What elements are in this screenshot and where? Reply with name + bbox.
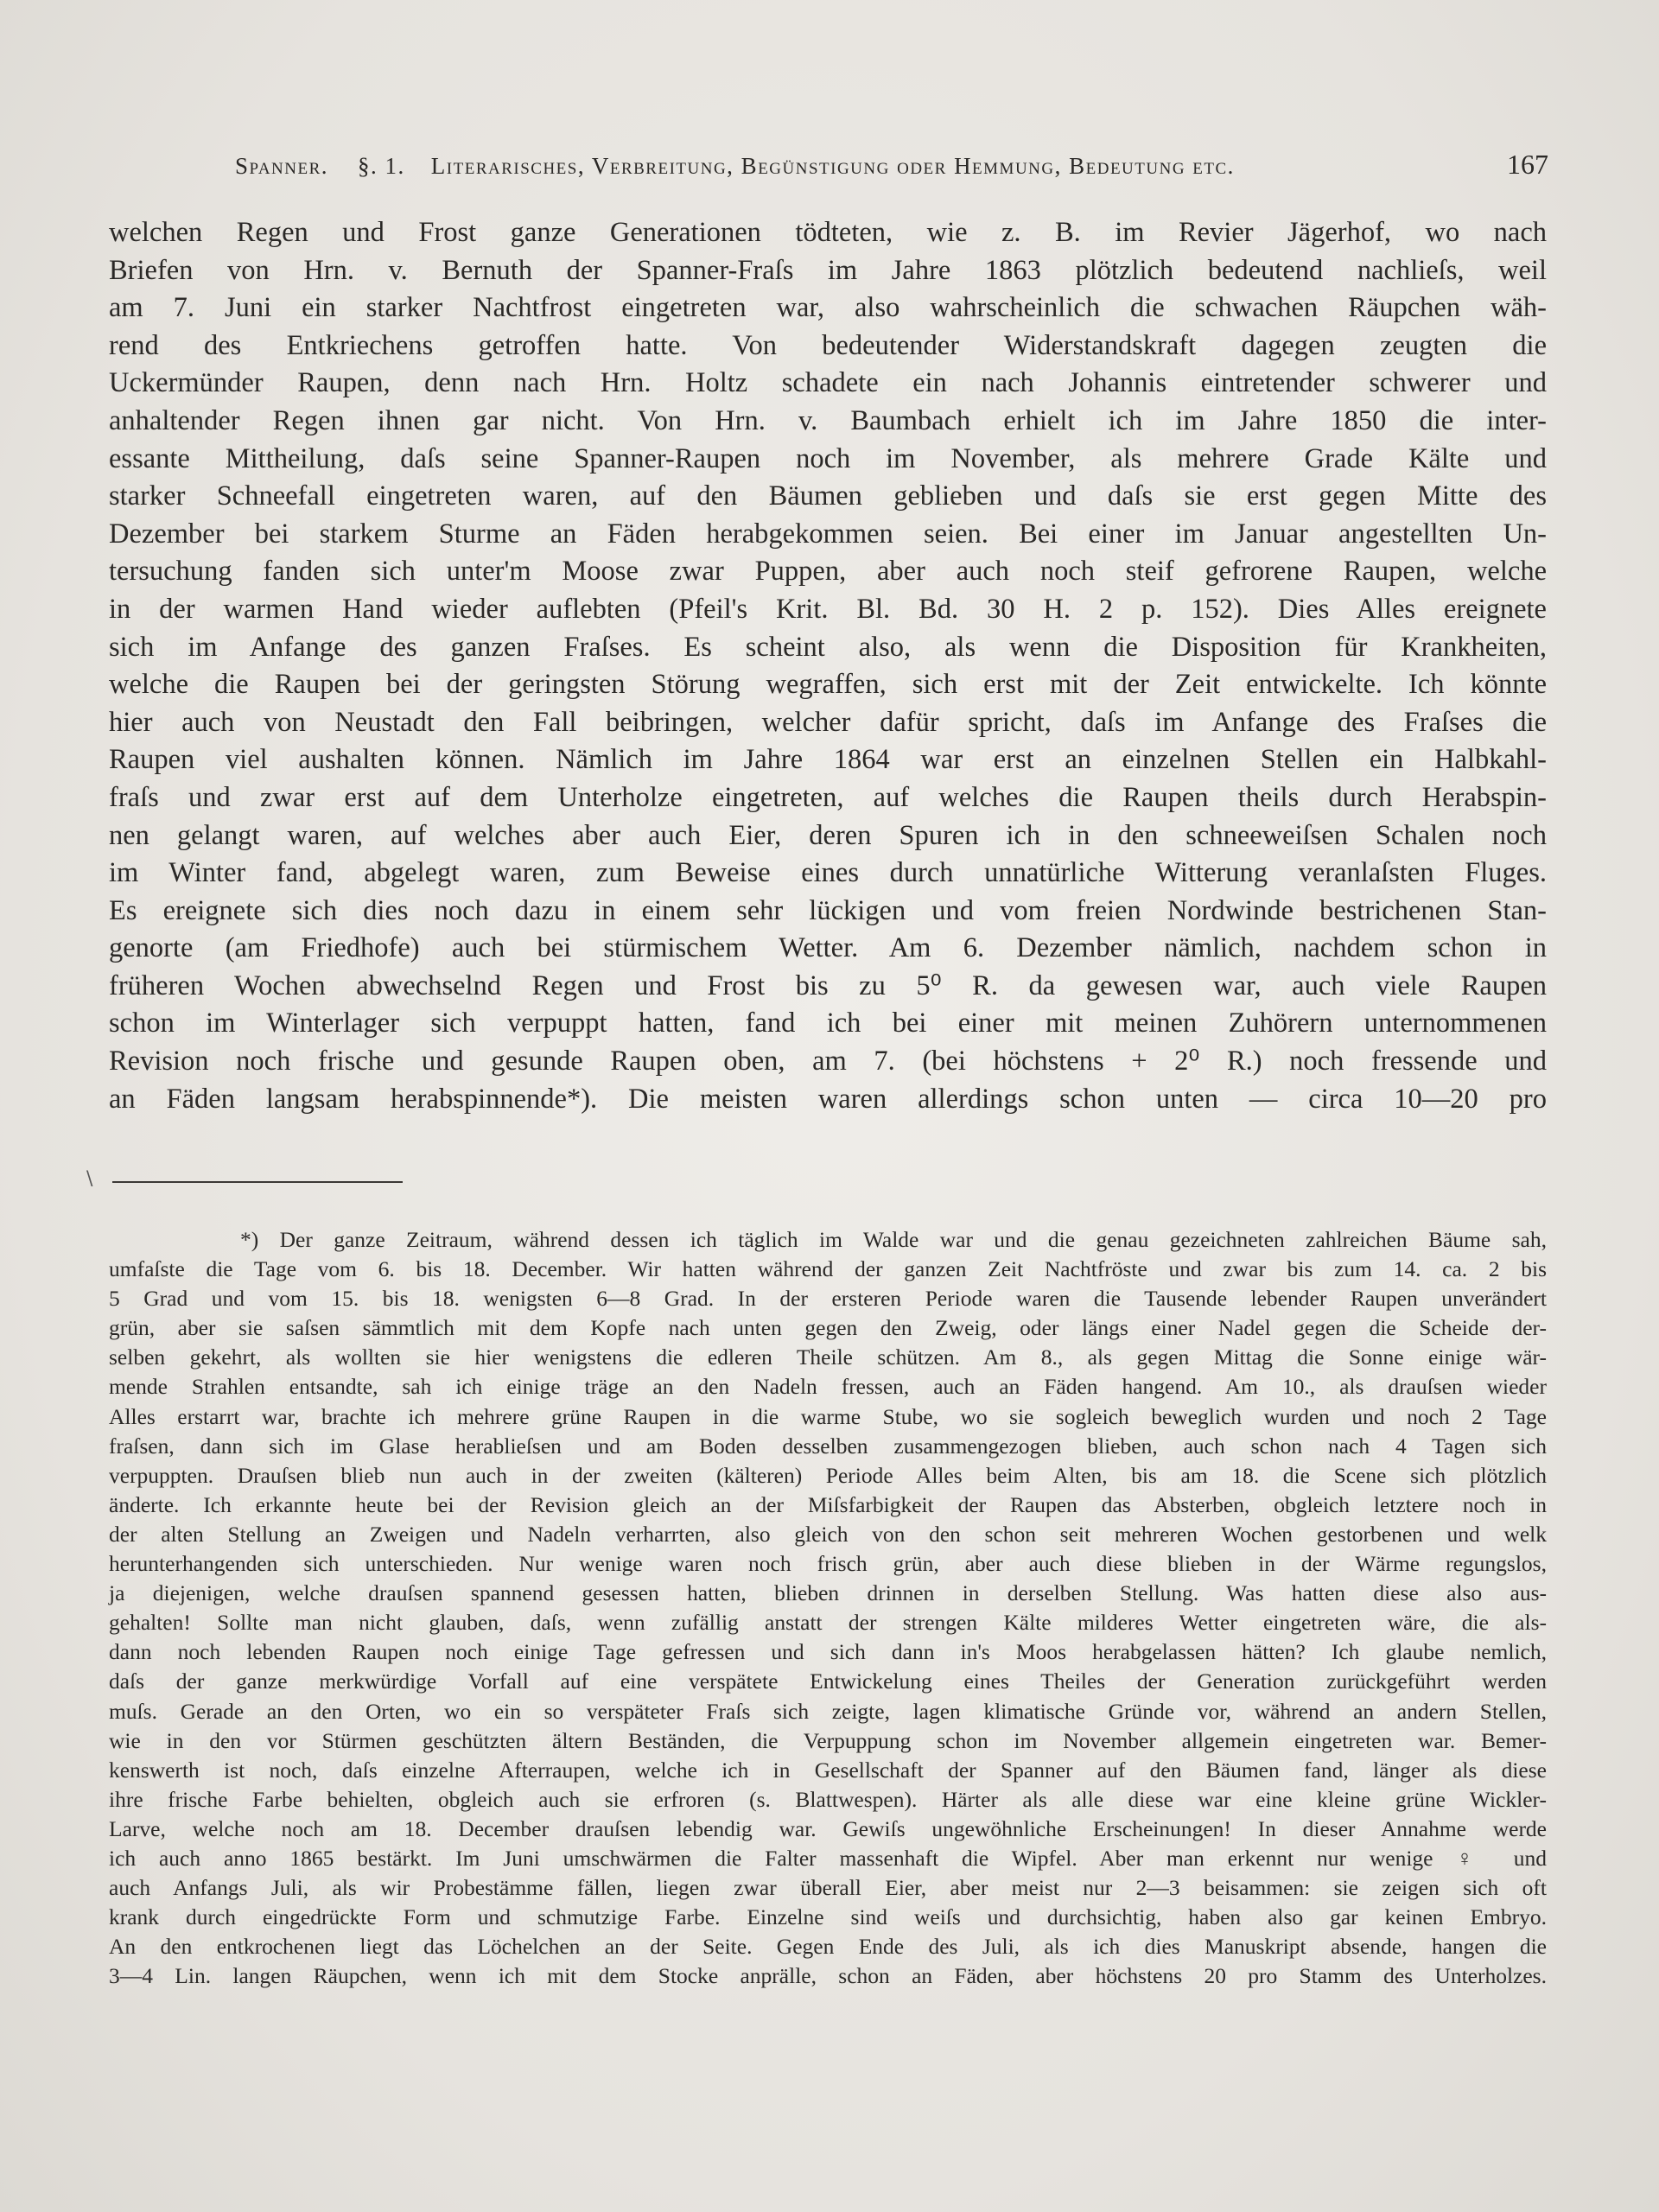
text-line: an Fäden langsam herabspinnende*). Die meisten waren allerdings schon unten — circa 10—20 pro: [109, 1083, 1547, 1115]
footnote-line: daſs der ganze merkwürdige Vorfall auf eine verspätete Entwickelung eines Theiles der Generation zurückgeführt werden: [109, 1669, 1547, 1694]
footnote-line: Alles erstarrt war, brachte ich mehrere grüne Raupen in die warme Stube, wo sie sogleich beweglich wurden und noch 2 Tage: [109, 1403, 1547, 1429]
text-line: rend des Entkriechens getroffen hatte. Von bedeutender Widerstandskraft dagegen zeugten die: [109, 329, 1547, 361]
footnote-line: selben gekehrt, als wollten sie hier wenigstens die edleren Theile schützen. Am 8., als gegen Mittag die Sonne einige wär-: [109, 1344, 1547, 1370]
text-line: im Winter fand, abgelegt waren, zum Beweise eines durch unnatürliche Witterung veranlaſsten Fluges.: [109, 857, 1547, 889]
text-line: sich im Anfange des ganzen Fraſses. Es scheint also, als wenn die Disposition für Krankheiten,: [109, 631, 1547, 663]
footnote-line: Larve, welche noch am 18. December drauſsen lebendig war. Gewiſs ungewöhnliche Erscheinungen! In dieser Annahme werde: [109, 1815, 1547, 1841]
text-line: welche die Raupen bei der geringsten Störung wegraffen, sich erst mit der Zeit entwickelte. Ich könnte: [109, 669, 1547, 701]
footnote-line: dann noch lebenden Raupen noch einige Tage gefressen und sich dann in's Moos herabgelassen hätten? Ich glaube nemlich,: [109, 1639, 1547, 1665]
text-line: am 7. Juni ein starker Nachtfrost eingetreten war, also wahrscheinlich die schwachen Räupchen wäh-: [109, 292, 1547, 324]
text-line: hier auch von Neustadt den Fall beibringen, welcher dafür spricht, daſs im Anfange des Fraſses die: [109, 706, 1547, 738]
running-head-chapter: Spanner.: [235, 153, 329, 179]
text-line: Es ereignete sich dies noch dazu in einem sehr lückigen und vom freien Nordwinde bestrichenen Stan-: [109, 894, 1547, 926]
text-line: schon im Winterlager sich verpuppt hatten, fand ich bei einer mit meinen Zuhörern unternommenen: [109, 1007, 1547, 1039]
footnote: [109, 1225, 1547, 1991]
text-line: in der warmen Hand wieder auflebten (Pfeil's Krit. Bl. Bd. 30 H. 2 p. 152). Dies Alles ereignete: [109, 593, 1547, 625]
footnote-separator: [112, 1181, 403, 1183]
footnote-line: 3—4 Lin. langen Räupchen, wenn ich mit dem Stocke anprälle, schon an Fäden, aber höchstens 20 pro Stamm des Unterholzes.: [109, 1963, 1547, 1989]
footnote-line: verpuppten. Drauſsen blieb nun auch in der zweiten (kälteren) Periode Alles beim Alten, bis am 18. die Scene sich plötzlich: [109, 1462, 1547, 1488]
footnote-line: auch Anfangs Juli, als wir Probestämme fällen, liegen zwar überall Eier, aber meist nur 2—3 beisammen: sie zeigen sich oft: [109, 1875, 1547, 1901]
running-head-section: §. 1.: [358, 153, 405, 179]
text-line: früheren Wochen abwechselnd Regen und Frost bis zu 5⁰ R. da gewesen war, auch viele Raupen: [109, 969, 1547, 1001]
footnote-line: wie in den vor Stürmen geschützten ältern Beständen, die Verpuppung schon im November allgemein eingetreten war. Bemer-: [109, 1727, 1547, 1753]
main-text: [109, 214, 1547, 1118]
footnote-line: krank durch eingedrückte Form und schmutzige Farbe. Einzelne sind weiſs und durchsichtig, haben also gar keinen Embryo.: [109, 1904, 1547, 1930]
page-number: 167: [1507, 149, 1548, 180]
text-line: Uckermünder Raupen, denn nach Hrn. Holtz schadete ein nach Johannis eintretender schwerer und: [109, 367, 1547, 399]
footnote-line: ja diejenigen, welche drauſsen spannend gesessen hatten, blieben drinnen in derselben Stellung. Was hatten diese also aus-: [109, 1580, 1547, 1606]
footnote-line: ihre frische Farbe behielten, obgleich auch sie erfroren (s. Blattwespen). Härter als alle diese war eine kleine grüne Wickler-: [109, 1786, 1547, 1812]
text-line: Briefen von Hrn. v. Bernuth der Spanner-Fraſs im Jahre 1863 plötzlich bedeutend nachlieſs, weil: [109, 254, 1547, 286]
text-line: fraſs und zwar erst auf dem Unterholze eingetreten, auf welches die Raupen theils durch Herabspin-: [109, 781, 1547, 813]
footnote-line: ich auch anno 1865 bestärkt. Im Juni umschwärmen die Falter massenhaft die Wipfel. Aber man erkennt nur wenige ♀ und: [109, 1845, 1547, 1871]
running-head: [235, 149, 1548, 183]
text-line: genorte (am Friedhofe) auch bei stürmischem Wetter. Am 6. Dezember nämlich, nachdem schon in: [109, 932, 1547, 964]
running-head-title: Literarisches, Verbreitung, Begünstigung oder Hemmung, Bedeutung etc.: [430, 153, 1235, 179]
footnote-line: mende Strahlen entsandte, sah ich einige träge an den Nadeln fressen, auch an Fäden hangend. Am 10., als drauſsen wieder: [109, 1374, 1547, 1400]
footnote-line: kenswerth ist noch, daſs einzelne Afterraupen, welche ich in Gesellschaft der Spanner auf den Bäumen fand, länger als diese: [109, 1757, 1547, 1783]
text-line: essante Mittheilung, daſs seine Spanner-Raupen noch im November, als mehrere Grade Kälte und: [109, 442, 1547, 474]
footnote-line: 5 Grad und vom 15. bis 18. wenigsten 6—8 Grad. In der ersteren Periode waren die Tausende lebender Raupen unverändert: [109, 1286, 1547, 1312]
text-line: tersuchung fanden sich unter'm Moose zwar Puppen, aber auch noch steif gefrorene Raupen, welche: [109, 556, 1547, 588]
text-line: welchen Regen und Frost ganze Generationen tödteten, wie z. B. im Revier Jägerhof, wo nach: [109, 217, 1547, 248]
footnote-line: umfaſste die Tage vom 6. bis 18. December. Wir hatten während der ganzen Zeit Nachtfröste und zwar bis zum 14. ca. 2 bis: [109, 1256, 1547, 1282]
footnote-line: An den entkrochenen liegt das Löchelchen an der Seite. Gegen Ende des Juli, als ich dies Manuskript absende, hangen die: [109, 1934, 1547, 1960]
footnote-line: herunterhangenden sich unterschieden. Nur wenige waren noch frisch grün, aber auch diese blieben in der Wärme regungslos,: [109, 1551, 1547, 1577]
footnote-line: gehalten! Sollte man nicht glauben, daſs, wenn zufällig anstatt der strengen Kälte milderes Wetter eingetreten wäre, die als-: [109, 1610, 1547, 1636]
footnote-line: fraſsen, dann sich im Glase herablieſsen und am Boden desselben zusammengezogen blieben, auch schon nach 4 Tagen sich: [109, 1433, 1547, 1459]
footnote-line: grün, aber sie saſsen sämmtlich mit dem Kopfe nach unten gegen den Zweig, oder längs einer Nadel gegen die Scheide der-: [109, 1315, 1547, 1341]
footnote-line: muſs. Gerade an den Orten, wo ein so verspäteter Fraſs sich zeigte, lagen klimatische Gründe vor, während an andern Stellen,: [109, 1698, 1547, 1724]
text-line: starker Schneefall eingetreten waren, auf den Bäumen geblieben und daſs sie erst gegen Mitte des: [109, 480, 1547, 512]
text-line: Dezember bei starkem Sturme an Fäden herabgekommen seien. Bei einer im Januar angestellten Un-: [109, 518, 1547, 550]
footnote-line: änderte. Ich erkannte heute bei der Revision gleich an der Miſsfarbigkeit der Raupen das Absterben, obgleich letztere noch in: [109, 1491, 1547, 1517]
margin-mark: \: [86, 1168, 93, 1190]
text-line: Raupen viel aushalten können. Nämlich im Jahre 1864 war erst an einzelnen Stellen ein Halbkahl-: [109, 744, 1547, 776]
footnote-line: der alten Stellung an Zweigen und Nadeln verharrten, also gleich von den schon seit mehreren Wochen gestorbenen und welk: [109, 1521, 1547, 1547]
text-line: anhaltender Regen ihnen gar nicht. Von Hrn. v. Baumbach erhielt ich im Jahre 1850 die inter-: [109, 404, 1547, 436]
footnote-line: *) Der ganze Zeitraum, während dessen ich täglich im Walde war und die genau gezeichneten zahlreichen Bäume sah,: [240, 1227, 1547, 1252]
text-line: Revision noch frische und gesunde Raupen oben, am 7. (bei höchstens + 2⁰ R.) noch fressende und: [109, 1046, 1547, 1077]
text-line: nen gelangt waren, auf welches aber auch Eier, deren Spuren ich in den schneeweiſsen Schalen noch: [109, 819, 1547, 851]
